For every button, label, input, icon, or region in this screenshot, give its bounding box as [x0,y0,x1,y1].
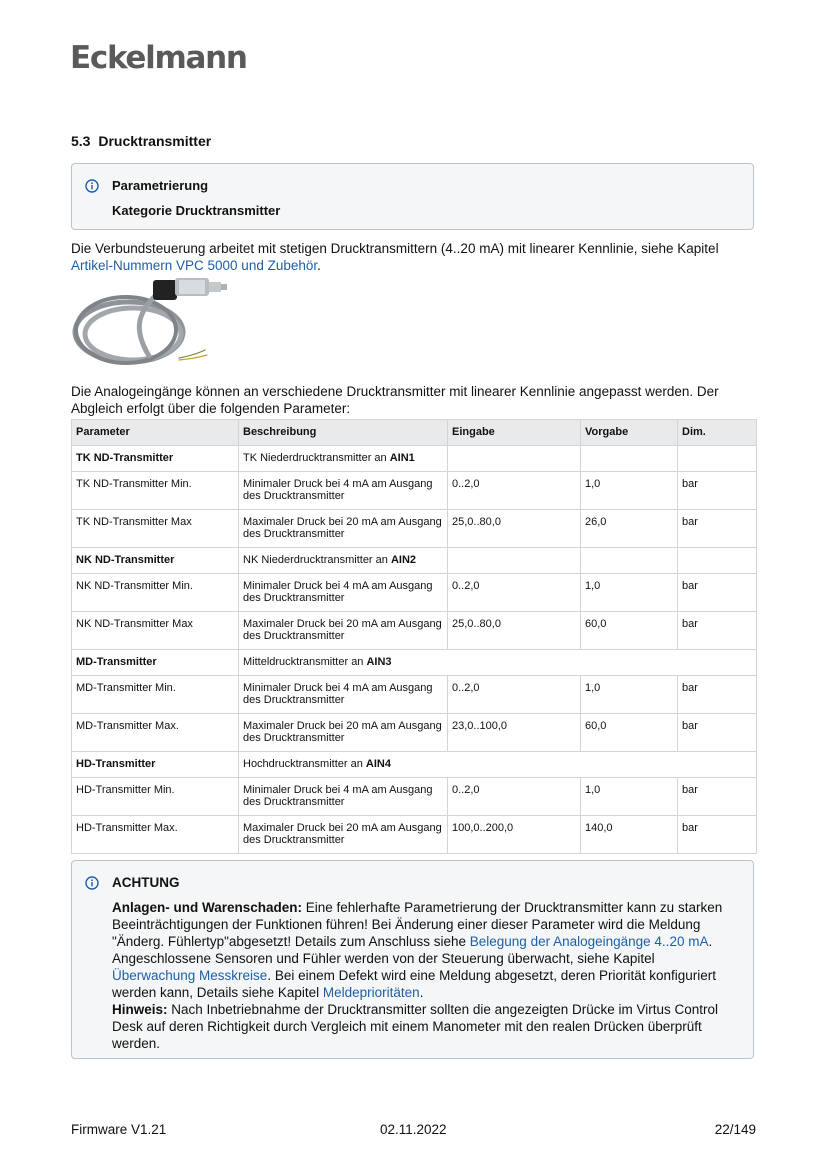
header-eingabe: Eingabe [448,420,581,446]
link-artikel-nummern[interactable]: Artikel-Nummern VPC 5000 und Zubehör [71,258,318,273]
empty-cell [448,548,581,574]
table-row [72,676,757,714]
unit-cell: bar [678,714,757,752]
section-title: Drucktransmitter [98,133,212,149]
table-group-row [72,752,757,778]
table-intro-paragraph: Die Analogeingänge können an verschiedene Drucktransmitter mit linearer Kennlinie angepasst werden. Der Abgleich erfolgt über die folgenden Parameter: [71,384,719,416]
group-desc-text: Mitteldrucktransmitter an [243,656,367,668]
warning-text: . Angeschlossene Sensoren und Fühler werden von der Steuerung überwacht, siehe Kapitel [112,934,713,966]
group-name: HD-Transmitter [72,752,239,778]
description-cell: Minimaler Druck bei 4 mA am Ausgang des Drucktransmitter [239,574,448,612]
group-name: NK ND-Transmitter [72,548,239,574]
input-range-cell: 0..2,0 [448,676,581,714]
group-ain: AIN1 [389,452,415,464]
group-ain: AIN3 [366,656,392,668]
empty-cell [581,446,678,472]
achtung-note [71,860,754,1059]
footer-firmware: Firmware V1.21 [71,1122,167,1137]
group-description [239,650,757,676]
group-name: TK ND-Transmitter [72,446,239,472]
unit-cell: bar [678,676,757,714]
default-value-cell: 1,0 [581,574,678,612]
unit-cell: bar [678,816,757,854]
input-range-cell: 0..2,0 [448,778,581,816]
footer-page-number: 22/149 [714,1122,756,1137]
input-range-cell: 25,0..80,0 [448,612,581,650]
table-row [72,472,757,510]
table-row [72,778,757,816]
empty-cell [678,446,757,472]
description-cell: Minimaler Druck bei 4 mA am Ausgang des Drucktransmitter [239,676,448,714]
group-name: MD-Transmitter [72,650,239,676]
note-subtitle: Kategorie Drucktransmitter [112,203,281,218]
header-parameter: Parameter [72,420,239,446]
empty-cell [678,548,757,574]
param-cell: NK ND-Transmitter Max [72,612,239,650]
input-range-cell: 25,0..80,0 [448,510,581,548]
warning-text: . Bei einem Defekt wird eine Meldung abgesetzt, deren Priorität konfiguriert werden kann, Details siehe Kapitel [112,968,717,1000]
header-vorgabe: Vorgabe [581,420,678,446]
table-row [72,612,757,650]
default-value-cell: 140,0 [581,816,678,854]
description-cell: Maximaler Druck bei 20 mA am Ausgang des Drucktransmitter [239,510,448,548]
intro-text: Die Verbundsteuerung arbeitet mit stetigen Drucktransmittern (4..20 mA) mit linearer Kennlinie, siehe Kapitel [71,241,719,256]
info-icon [85,179,99,193]
note-title: Parametrierung [112,178,209,193]
param-cell: HD-Transmitter Max. [72,816,239,854]
eckelmann-logo: Eckelmann [70,40,247,76]
param-cell: TK ND-Transmitter Min. [72,472,239,510]
description-cell: Maximaler Druck bei 20 mA am Ausgang des Drucktransmitter [239,816,448,854]
param-cell: NK ND-Transmitter Min. [72,574,239,612]
default-value-cell: 1,0 [581,676,678,714]
hinweis-label: Hinweis: [112,1002,168,1017]
default-value-cell: 60,0 [581,714,678,752]
table-header-row [72,420,757,446]
table-group-row [72,446,757,472]
empty-cell [581,548,678,574]
input-range-cell: 23,0..100,0 [448,714,581,752]
hinweis-text: Nach Inbetriebnahme der Drucktransmitter sollten die angezeigten Drücke im Virtus Control Desk auf deren Richtigkeit durch Vergleich mit einem Manometer mit den realen Drücken überprüft werden. [112,1002,719,1051]
group-ain: AIN4 [365,758,391,770]
warning-text: . [419,985,424,1000]
intro-end: . [317,258,321,273]
default-value-cell: 1,0 [581,778,678,816]
info-icon [85,876,99,890]
table-group-row [72,650,757,676]
default-value-cell: 60,0 [581,612,678,650]
table-group-row [72,548,757,574]
param-cell: TK ND-Transmitter Max [72,510,239,548]
description-cell: Maximaler Druck bei 20 mA am Ausgang des Drucktransmitter [239,714,448,752]
footer-date: 02.11.2022 [380,1122,447,1137]
description-cell: Maximaler Druck bei 20 mA am Ausgang des Drucktransmitter [239,612,448,650]
group-desc-text: Hochdrucktransmitter an [243,758,366,770]
input-range-cell: 0..2,0 [448,472,581,510]
default-value-cell: 1,0 [581,472,678,510]
param-cell: MD-Transmitter Max. [72,714,239,752]
default-value-cell: 26,0 [581,510,678,548]
pressure-transmitter-image [71,276,231,372]
section-number: 5.3 [71,133,91,149]
link-ueberwachung-messkreise[interactable]: Überwachung Messkreise [112,968,268,983]
intro-paragraph [71,240,761,274]
section-heading [71,133,211,149]
group-description [239,752,757,778]
group-description [239,446,448,472]
group-desc-text: TK Niederdrucktransmitter an [243,452,390,464]
parametrierung-note [71,163,754,230]
group-ain: AIN2 [390,554,417,566]
header-beschreibung: Beschreibung [239,420,448,446]
description-cell: Minimaler Druck bei 4 mA am Ausgang des Drucktransmitter [239,472,448,510]
empty-cell [448,446,581,472]
param-cell: MD-Transmitter Min. [72,676,239,714]
table-row [72,816,757,854]
unit-cell: bar [678,510,757,548]
link-belegung-analogeingaenge[interactable]: Belegung der Analogeingänge 4..20 mA [469,934,709,949]
input-range-cell: 0..2,0 [448,574,581,612]
unit-cell: bar [678,612,757,650]
header-dim: Dim. [678,420,757,446]
unit-cell: bar [678,472,757,510]
parameter-table [71,419,757,854]
param-cell: HD-Transmitter Min. [72,778,239,816]
link-meldeprioritaeten[interactable]: Meldeprioritäten [322,985,420,1000]
description-cell: Minimaler Druck bei 4 mA am Ausgang des Drucktransmitter [239,778,448,816]
unit-cell: bar [678,574,757,612]
table-row [72,510,757,548]
warning-label: Anlagen- und Warenschaden: [112,900,303,915]
table-row [72,714,757,752]
group-description [239,548,448,574]
group-desc-text: NK Niederdrucktransmitter an [243,554,391,566]
warning-text: Eine fehlerhafte Parametrierung der Drucktransmitter kann zu starken Beeinträchtigungen der Funktionen führen! Bei Änderung einer dieser Parameter wird die Meldung "Änderg. Fühlertyp"abgesetzt! Details zum Anschluss siehe [112,900,723,949]
table-row [72,574,757,612]
achtung-title: ACHTUNG [112,875,180,890]
unit-cell: bar [678,778,757,816]
achtung-body [112,899,737,1052]
input-range-cell: 100,0..200,0 [448,816,581,854]
